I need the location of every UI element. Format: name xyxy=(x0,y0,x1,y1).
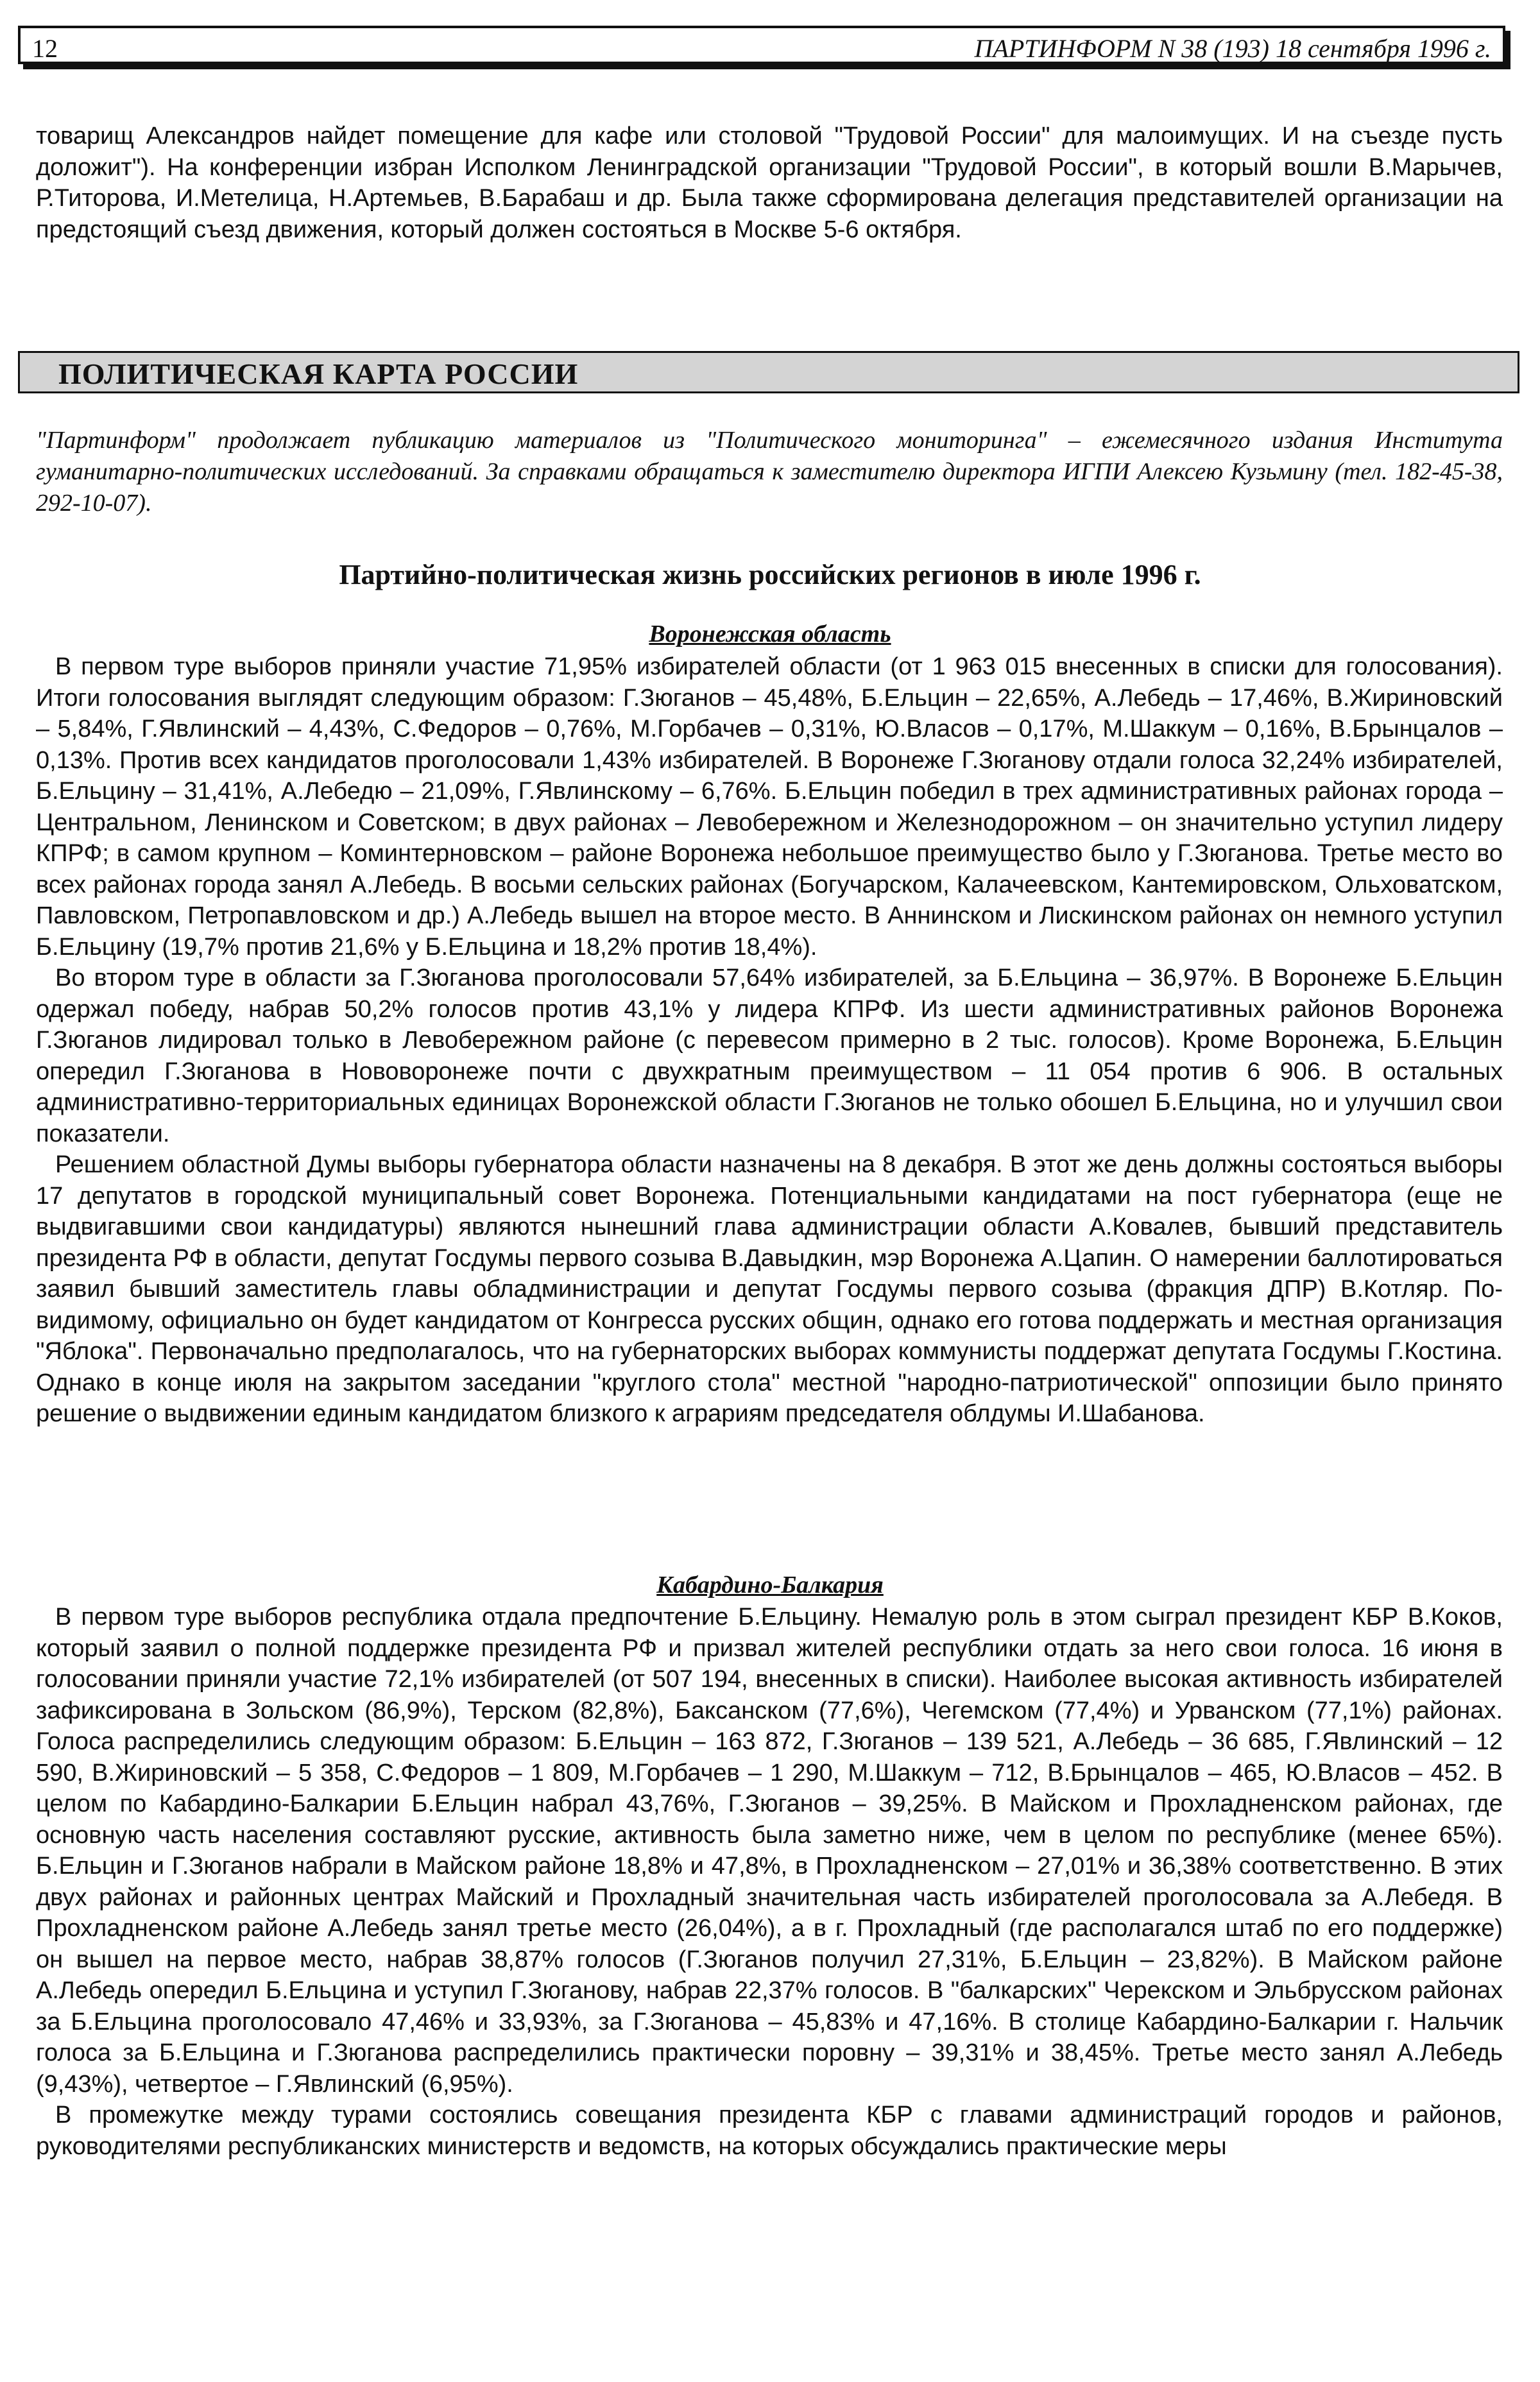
kbr-paragraph-2: В промежутке между турами состоялись совещания президента КБР с главами администраций городов и районов, руководителями республиканских министерств и ведомств, на которых обсуждались практические меры xyxy=(36,2102,1503,2160)
section-title: ПОЛИТИЧЕСКАЯ КАРТА РОССИИ xyxy=(58,357,579,390)
voronezh-paragraph-3: Решением областной Думы выборы губернатора области назначены на 8 декабря. В этот же день должны состояться выборы 17 депутатов в городской муниципальный совет Воронежа. Потенциальными кандидатами на пост губернатора (еще не выдвигавшими свои кандидатуры) являются нынешний глава администрации области А.Ковалев, бывший представитель президента РФ в области, депутат Госдумы первого созыва В.Давыдкин, мэр Воронежа А.Цапин. О намерении баллотироваться заявил бывший заместитель главы обладминистрации и депутат Госдумы первого созыва (фракция ДПР) В.Котляр. По-видимому, официально он будет кандидатом от Конгресса русских общин, однако его готова поддержать и местная организация "Яблока". Первоначально предполагалось, что на губернаторских выборах коммунисты поддержат депутата Госдумы Г.Костина. Однако в конце июля на закрытом заседании "круглого стола" местной "народно-патриотической" оппозиции было принято решение о выдвижении единым кандидатом близкого к аграриям председателя облдумы И.Шабанова. xyxy=(36,1151,1503,1427)
kbr-section xyxy=(36,1602,1503,2162)
voronezh-section xyxy=(36,651,1503,1430)
voronezh-heading: Воронежская область xyxy=(649,621,891,647)
kbr-paragraph-1: В первом туре выборов республика отдала предпочтение Б.Ельцину. Немалую роль в этом сыграл президент КБР В.Коков, который заявил о полной поддержке президента РФ и призвал жителей республики отдать за него свои голоса. 16 июня в голосовании приняли участие 72,1% избирателей (от 507 194, внесенных в списки). Наиболее высокая активность избирателей зафиксирована в Зольском (86,9%), Терском (82,8%), Баксанском (77,6%), Чегемском (77,4%) и Урванском (77,1%) районах. Голоса распределились следующим образом: Б.Ельцин – 163 872, Г.Зюганов – 139 521, А.Лебедь – 36 685, Г.Явлинский – 12 590, В.Жириновский – 5 358, С.Федоров – 1 809, М.Горбачев – 1 290, М.Шаккум – 712, В.Брынцалов – 465, Ю.Власов – 452. В целом по Кабардино-Балкарии Б.Ельцин набрал 43,76%, Г.Зюганов – 39,25%. В Майском и Прохладненском районах, где основную часть населения составляют русские, активность была заметно ниже, чем в целом по республике (менее 65%). Б.Ельцин и Г.Зюганов набрали в Майском районе 18,8% и 47,8%, в Прохладненском – 27,01% и 36,38% соответственно. В этих двух районах и районных центрах Майский и Прохладный значительная часть избирателей проголосовала за А.Лебедя. В Прохладненском районе А.Лебедь занял третье место (26,04%), а в г. Прохладный (где располагался штаб по его поддержке) он вышел на первое место, набрав 38,87% голосов (Г.Зюганов получил 27,31%, Б.Ельцин – 23,82%). В Майском районе А.Лебедь опередил Б.Ельцина и уступил Г.Зюганову, набрав 22,37% голосов. В "балкарских" Черекском и Эльбрусском районах за Б.Ельцина проголосовало 47,46% и 33,93%, за Г.Зюганова – 45,83% и 47,16%. В столице Кабардино-Балкарии г. Нальчик голоса за Б.Ельцина и Г.Зюганова распределились практически поровну – 39,31% и 38,45%. Третье место занял А.Лебедь (9,43%), четвертое – Г.Явлинский (6,95%). xyxy=(36,1604,1503,2098)
voronezh-paragraph-2: Во втором туре в области за Г.Зюганова проголосовали 57,64% избирателей, за Б.Ельцина – 36,97%. В Воронеже Б.Ельцин одержал победу, набрав 50,2% голосов против 43,1% у лидера КПРФ. Из шести административных районов Воронежа Г.Зюганов лидировал только в Левобережном районе (с перевесом примерно в 2 тыс. голосов). Кроме Воронежа, Б.Ельцин опередил Г.Зюганова в Нововоронеже почти с двухкратным преимуществом – 11 054 против 6 906. В остальных административно-территориальных единицах Воронежской области Г.Зюганов не только обошел Б.Ельцина, но и улучшил свои показатели. xyxy=(36,964,1503,1147)
page-header xyxy=(18,26,1505,64)
page-number: 12 xyxy=(32,34,58,63)
main-heading: Партийно-политическая жизнь российских регионов в июле 1996 г. xyxy=(339,559,1201,590)
section-title-bar xyxy=(18,351,1519,393)
top-paragraph: товарищ Александров найдет помещение для кафе или столовой "Трудовой России" для малоимущих. И на съезде пусть доложит"). На конференции избран Исполком Ленинградской организации "Трудовой России", в который вошли В.Марычев, Р.Титорова, И.Метелица, Н.Артемьев, В.Барабаш и др. Была также сформирована делегация представителей организации на предстоящий съезд движения, который должен состояться в Москве 5-6 октября. xyxy=(36,123,1503,243)
kbr-heading: Кабардино-Балкария xyxy=(656,1572,884,1598)
publication-title: ПАРТИНФОРМ N 38 (193) 18 сентября 1996 г. xyxy=(974,34,1491,63)
top-paragraph-block xyxy=(36,121,1503,245)
intro-paragraph: "Партинформ" продолжает публикацию материалов из "Политического мониторинга" – ежемесячного издания Института гуманитарно-политических исследований. За справками обращаться к заместителю директора ИГПИ Алексею Кузьмину (тел. 182-45-38, 292-10-07). xyxy=(36,427,1503,517)
voronezh-paragraph-1: В первом туре выборов приняли участие 71,95% избирателей области (от 1 963 015 внесенных в списки для голосования). Итоги голосования выглядят следующим образом: Г.Зюганов – 45,48%, Б.Ельцин – 22,65%, А.Лебедь – 17,46%, В.Жириновский – 5,84%, Г.Явлинский – 4,43%, С.Федоров – 0,76%, М.Горбачев – 0,31%, Ю.Власов – 0,17%, М.Шаккум – 0,16%, В.Брынцалов – 0,13%. Против всех кандидатов проголосовали 1,43% избирателей. В Воронеже Г.Зюганову отдали голоса 32,24% избирателей, Б.Ельцину – 31,41%, А.Лебедю – 21,09%, Г.Явлинскому – 6,76%. Б.Ельцин победил в трех административных районах города – Центральном, Ленинском и Советском; в двух районах – Левобережном и Железнодорожном – он значительно уступил лидеру КПРФ; в самом крупном – Коминтерновском – районе Воронежа небольшое преимущество было у Г.Зюганова. Третье место во всех районах города занял А.Лебедь. В восьми сельских районах (Богучарском, Калачеевском, Кантемировском, Ольховатском, Павловском, Петропавловском и др.) А.Лебедь вышел на второе место. В Аннинском и Лискинском районах он немного уступил Б.Ельцину (19,7% против 21,6% у Б.Ельцина и 18,2% против 18,4%). xyxy=(36,653,1503,961)
